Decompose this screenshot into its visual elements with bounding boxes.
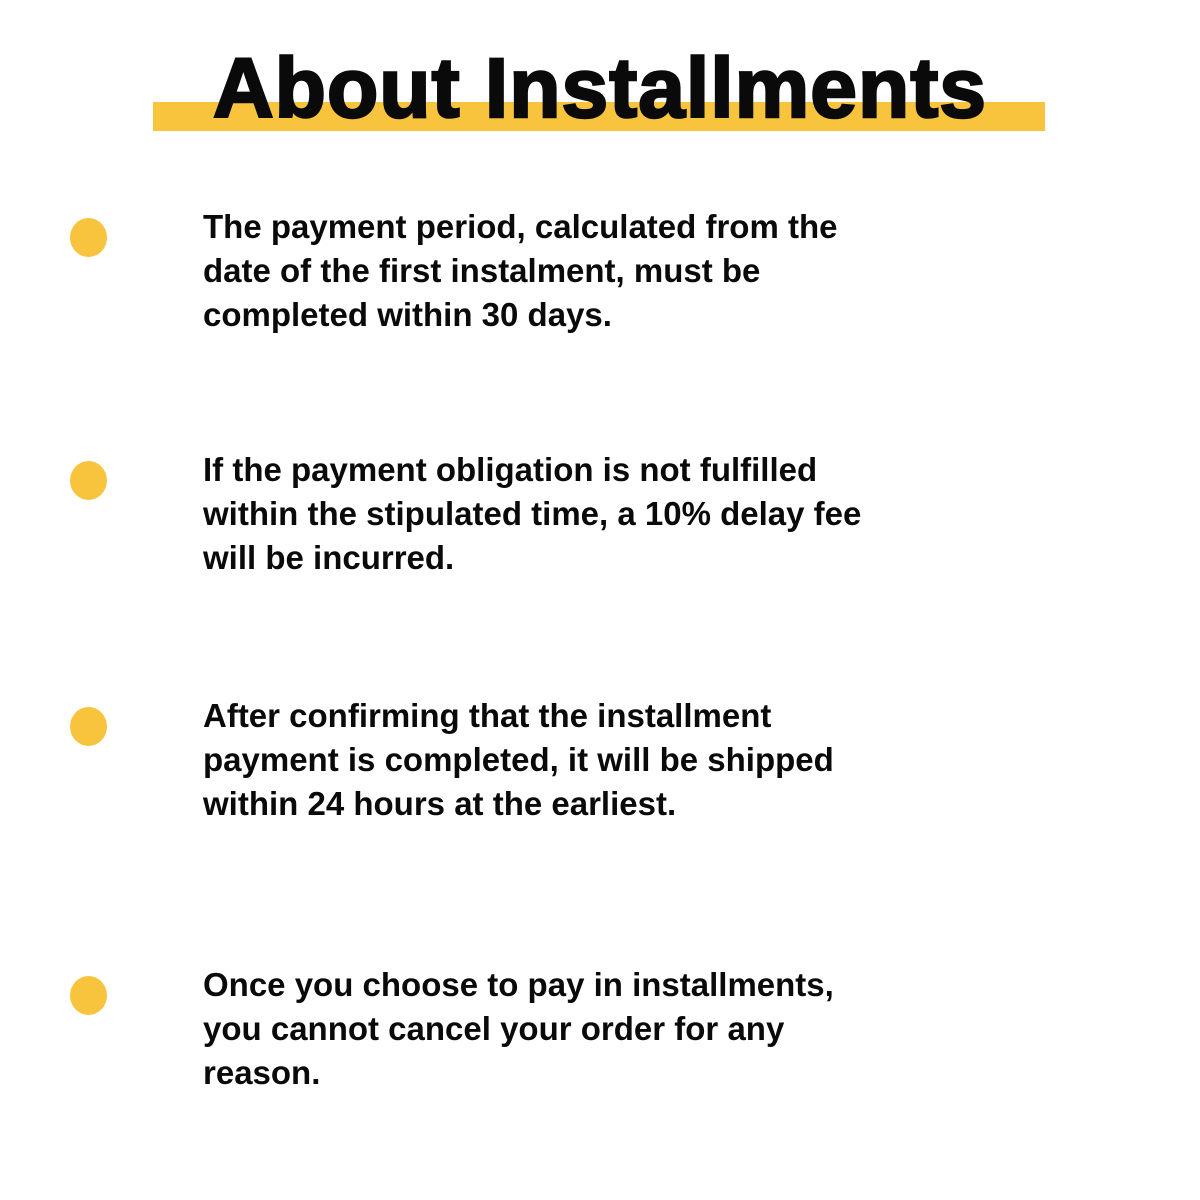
text-line: within the stipulated time, a 10% delay fee bbox=[203, 495, 862, 532]
text-line: Once you choose to pay in installments, bbox=[203, 966, 834, 1003]
text-line: will be incurred. bbox=[203, 539, 455, 576]
bullet-dot-icon bbox=[70, 218, 107, 257]
bullet-dot-icon bbox=[70, 461, 107, 500]
bullet-text bbox=[203, 448, 861, 580]
text-line: within 24 hours at the earliest. bbox=[203, 785, 677, 822]
text-line: payment is completed, it will be shipped bbox=[203, 741, 834, 778]
list-item bbox=[70, 205, 1130, 337]
text-line: If the payment obligation is not fulfilled bbox=[203, 451, 818, 488]
list-item bbox=[70, 963, 1130, 1095]
list-item bbox=[70, 694, 1130, 826]
text-line: date of the first instalment, must be bbox=[203, 252, 761, 289]
bullet-text bbox=[203, 963, 834, 1095]
bullet-dot-icon bbox=[70, 707, 107, 746]
text-line: completed within 30 days. bbox=[203, 296, 612, 333]
text-line: you cannot cancel your order for any bbox=[203, 1010, 785, 1047]
page-title: About Installments bbox=[212, 41, 988, 135]
bullet-text bbox=[203, 694, 834, 826]
list-item bbox=[70, 448, 1130, 580]
bullet-text bbox=[203, 205, 837, 337]
text-line: After confirming that the installment bbox=[203, 697, 772, 734]
text-line: reason. bbox=[203, 1054, 321, 1091]
bullet-dot-icon bbox=[70, 976, 107, 1015]
text-line: The payment period, calculated from the bbox=[203, 208, 838, 245]
